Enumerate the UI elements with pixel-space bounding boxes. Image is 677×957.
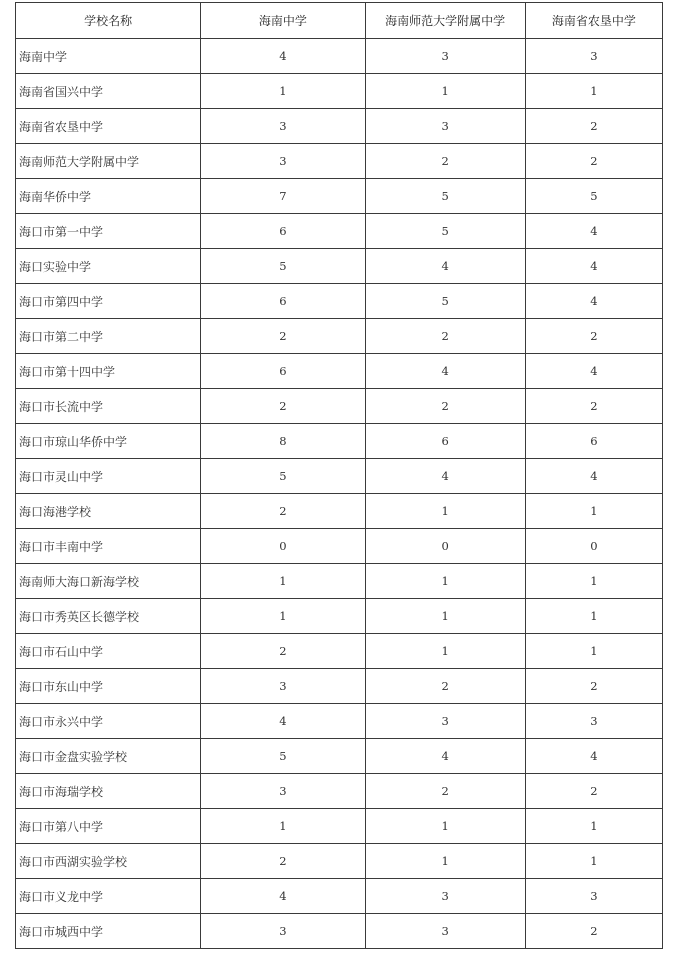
quota-value-cell: 3 bbox=[201, 109, 365, 144]
table-row bbox=[16, 879, 663, 914]
table-row bbox=[16, 74, 663, 109]
quota-value-cell: 1 bbox=[525, 844, 662, 879]
quota-value-cell: 4 bbox=[525, 459, 662, 494]
header-hainan-middle-school: 海南中学 bbox=[201, 3, 365, 39]
school-name-cell: 海南省农垦中学 bbox=[16, 109, 201, 144]
quota-value-cell: 3 bbox=[365, 39, 525, 74]
quota-value-cell: 4 bbox=[201, 879, 365, 914]
school-name-cell: 海南师范大学附属中学 bbox=[16, 144, 201, 179]
quota-value-cell: 2 bbox=[201, 319, 365, 354]
header-hainan-normal-univ-affiliated: 海南师范大学附属中学 bbox=[365, 3, 525, 39]
quota-value-cell: 4 bbox=[525, 739, 662, 774]
quota-table bbox=[15, 2, 663, 949]
school-name-cell: 海口市第一中学 bbox=[16, 214, 201, 249]
school-name-cell: 海口实验中学 bbox=[16, 249, 201, 284]
quota-value-cell: 6 bbox=[201, 284, 365, 319]
quota-value-cell: 2 bbox=[201, 844, 365, 879]
quota-value-cell: 3 bbox=[365, 914, 525, 949]
quota-value-cell: 2 bbox=[525, 774, 662, 809]
school-name-cell: 海口市义龙中学 bbox=[16, 879, 201, 914]
quota-value-cell: 1 bbox=[525, 599, 662, 634]
table-row bbox=[16, 494, 663, 529]
quota-value-cell: 1 bbox=[365, 634, 525, 669]
quota-value-cell: 1 bbox=[525, 809, 662, 844]
school-name-cell: 海口市第二中学 bbox=[16, 319, 201, 354]
school-name-cell: 海南中学 bbox=[16, 39, 201, 74]
table-row bbox=[16, 914, 663, 949]
table-row bbox=[16, 39, 663, 74]
table-row bbox=[16, 774, 663, 809]
school-name-cell: 海南省国兴中学 bbox=[16, 74, 201, 109]
quota-value-cell: 2 bbox=[365, 669, 525, 704]
quota-value-cell: 1 bbox=[365, 564, 525, 599]
table-row bbox=[16, 354, 663, 389]
quota-value-cell: 6 bbox=[525, 424, 662, 459]
school-name-cell: 海口市西湖实验学校 bbox=[16, 844, 201, 879]
quota-value-cell: 3 bbox=[365, 704, 525, 739]
school-name-cell: 海口市永兴中学 bbox=[16, 704, 201, 739]
quota-value-cell: 2 bbox=[201, 494, 365, 529]
quota-value-cell: 1 bbox=[201, 809, 365, 844]
school-name-cell: 海口市长流中学 bbox=[16, 389, 201, 424]
quota-value-cell: 1 bbox=[365, 809, 525, 844]
quota-value-cell: 3 bbox=[525, 39, 662, 74]
quota-value-cell: 3 bbox=[525, 704, 662, 739]
quota-value-cell: 1 bbox=[525, 74, 662, 109]
quota-value-cell: 2 bbox=[525, 669, 662, 704]
quota-value-cell: 6 bbox=[365, 424, 525, 459]
quota-value-cell: 1 bbox=[365, 844, 525, 879]
quota-value-cell: 2 bbox=[365, 774, 525, 809]
quota-value-cell: 1 bbox=[525, 564, 662, 599]
quota-value-cell: 5 bbox=[365, 179, 525, 214]
quota-value-cell: 4 bbox=[365, 459, 525, 494]
quota-value-cell: 0 bbox=[365, 529, 525, 564]
quota-value-cell: 7 bbox=[201, 179, 365, 214]
quota-value-cell: 2 bbox=[525, 144, 662, 179]
header-hainan-nongken-middle-school: 海南省农垦中学 bbox=[525, 3, 662, 39]
table-row bbox=[16, 809, 663, 844]
school-name-cell: 海口市秀英区长德学校 bbox=[16, 599, 201, 634]
school-name-cell: 海南华侨中学 bbox=[16, 179, 201, 214]
quota-value-cell: 5 bbox=[201, 459, 365, 494]
school-name-cell: 海口市石山中学 bbox=[16, 634, 201, 669]
quota-value-cell: 3 bbox=[201, 144, 365, 179]
table-row bbox=[16, 459, 663, 494]
table-row bbox=[16, 389, 663, 424]
quota-value-cell: 1 bbox=[201, 564, 365, 599]
school-name-cell: 海口海港学校 bbox=[16, 494, 201, 529]
quota-value-cell: 3 bbox=[201, 669, 365, 704]
quota-value-cell: 5 bbox=[201, 249, 365, 284]
quota-value-cell: 5 bbox=[525, 179, 662, 214]
quota-value-cell: 4 bbox=[201, 39, 365, 74]
quota-value-cell: 0 bbox=[201, 529, 365, 564]
quota-value-cell: 2 bbox=[365, 144, 525, 179]
quota-value-cell: 4 bbox=[525, 249, 662, 284]
school-name-cell: 海口市灵山中学 bbox=[16, 459, 201, 494]
table-row bbox=[16, 424, 663, 459]
table-row bbox=[16, 634, 663, 669]
table-row bbox=[16, 179, 663, 214]
quota-value-cell: 4 bbox=[365, 249, 525, 284]
table-row bbox=[16, 249, 663, 284]
table-row bbox=[16, 144, 663, 179]
quota-value-cell: 5 bbox=[365, 214, 525, 249]
school-name-cell: 海口市丰南中学 bbox=[16, 529, 201, 564]
table-header-row bbox=[16, 3, 663, 39]
quota-value-cell: 0 bbox=[525, 529, 662, 564]
school-name-cell: 海口市东山中学 bbox=[16, 669, 201, 704]
table-row bbox=[16, 704, 663, 739]
quota-value-cell: 3 bbox=[201, 914, 365, 949]
quota-value-cell: 1 bbox=[525, 494, 662, 529]
quota-value-cell: 2 bbox=[201, 634, 365, 669]
quota-value-cell: 1 bbox=[201, 599, 365, 634]
quota-value-cell: 3 bbox=[365, 109, 525, 144]
quota-value-cell: 4 bbox=[525, 214, 662, 249]
quota-value-cell: 1 bbox=[201, 74, 365, 109]
quota-value-cell: 1 bbox=[525, 634, 662, 669]
header-school-name: 学校名称 bbox=[16, 3, 201, 39]
quota-value-cell: 1 bbox=[365, 74, 525, 109]
quota-value-cell: 2 bbox=[365, 319, 525, 354]
table-row bbox=[16, 739, 663, 774]
quota-value-cell: 5 bbox=[365, 284, 525, 319]
quota-value-cell: 3 bbox=[201, 774, 365, 809]
school-name-cell: 海口市第八中学 bbox=[16, 809, 201, 844]
school-name-cell: 海口市海瑞学校 bbox=[16, 774, 201, 809]
quota-value-cell: 3 bbox=[365, 879, 525, 914]
quota-value-cell: 2 bbox=[365, 389, 525, 424]
quota-value-cell: 2 bbox=[201, 389, 365, 424]
school-name-cell: 海口市第四中学 bbox=[16, 284, 201, 319]
quota-value-cell: 2 bbox=[525, 389, 662, 424]
quota-value-cell: 6 bbox=[201, 214, 365, 249]
quota-value-cell: 4 bbox=[201, 704, 365, 739]
table-row bbox=[16, 669, 663, 704]
quota-value-cell: 2 bbox=[525, 914, 662, 949]
quota-value-cell: 1 bbox=[365, 599, 525, 634]
quota-value-cell: 1 bbox=[365, 494, 525, 529]
quota-value-cell: 4 bbox=[365, 739, 525, 774]
table-row bbox=[16, 109, 663, 144]
table-row bbox=[16, 214, 663, 249]
quota-value-cell: 6 bbox=[201, 354, 365, 389]
school-name-cell: 海口市琼山华侨中学 bbox=[16, 424, 201, 459]
table-body bbox=[16, 39, 663, 949]
quota-value-cell: 8 bbox=[201, 424, 365, 459]
school-name-cell: 海口市金盘实验学校 bbox=[16, 739, 201, 774]
quota-value-cell: 2 bbox=[525, 319, 662, 354]
table-row bbox=[16, 599, 663, 634]
table-row bbox=[16, 844, 663, 879]
school-name-cell: 海口市城西中学 bbox=[16, 914, 201, 949]
quota-value-cell: 5 bbox=[201, 739, 365, 774]
table-row bbox=[16, 564, 663, 599]
school-name-cell: 海口市第十四中学 bbox=[16, 354, 201, 389]
school-name-cell: 海南师大海口新海学校 bbox=[16, 564, 201, 599]
quota-value-cell: 4 bbox=[525, 284, 662, 319]
table-row bbox=[16, 319, 663, 354]
table-row bbox=[16, 529, 663, 564]
quota-value-cell: 3 bbox=[525, 879, 662, 914]
quota-value-cell: 4 bbox=[525, 354, 662, 389]
table-row bbox=[16, 284, 663, 319]
quota-value-cell: 4 bbox=[365, 354, 525, 389]
quota-value-cell: 2 bbox=[525, 109, 662, 144]
